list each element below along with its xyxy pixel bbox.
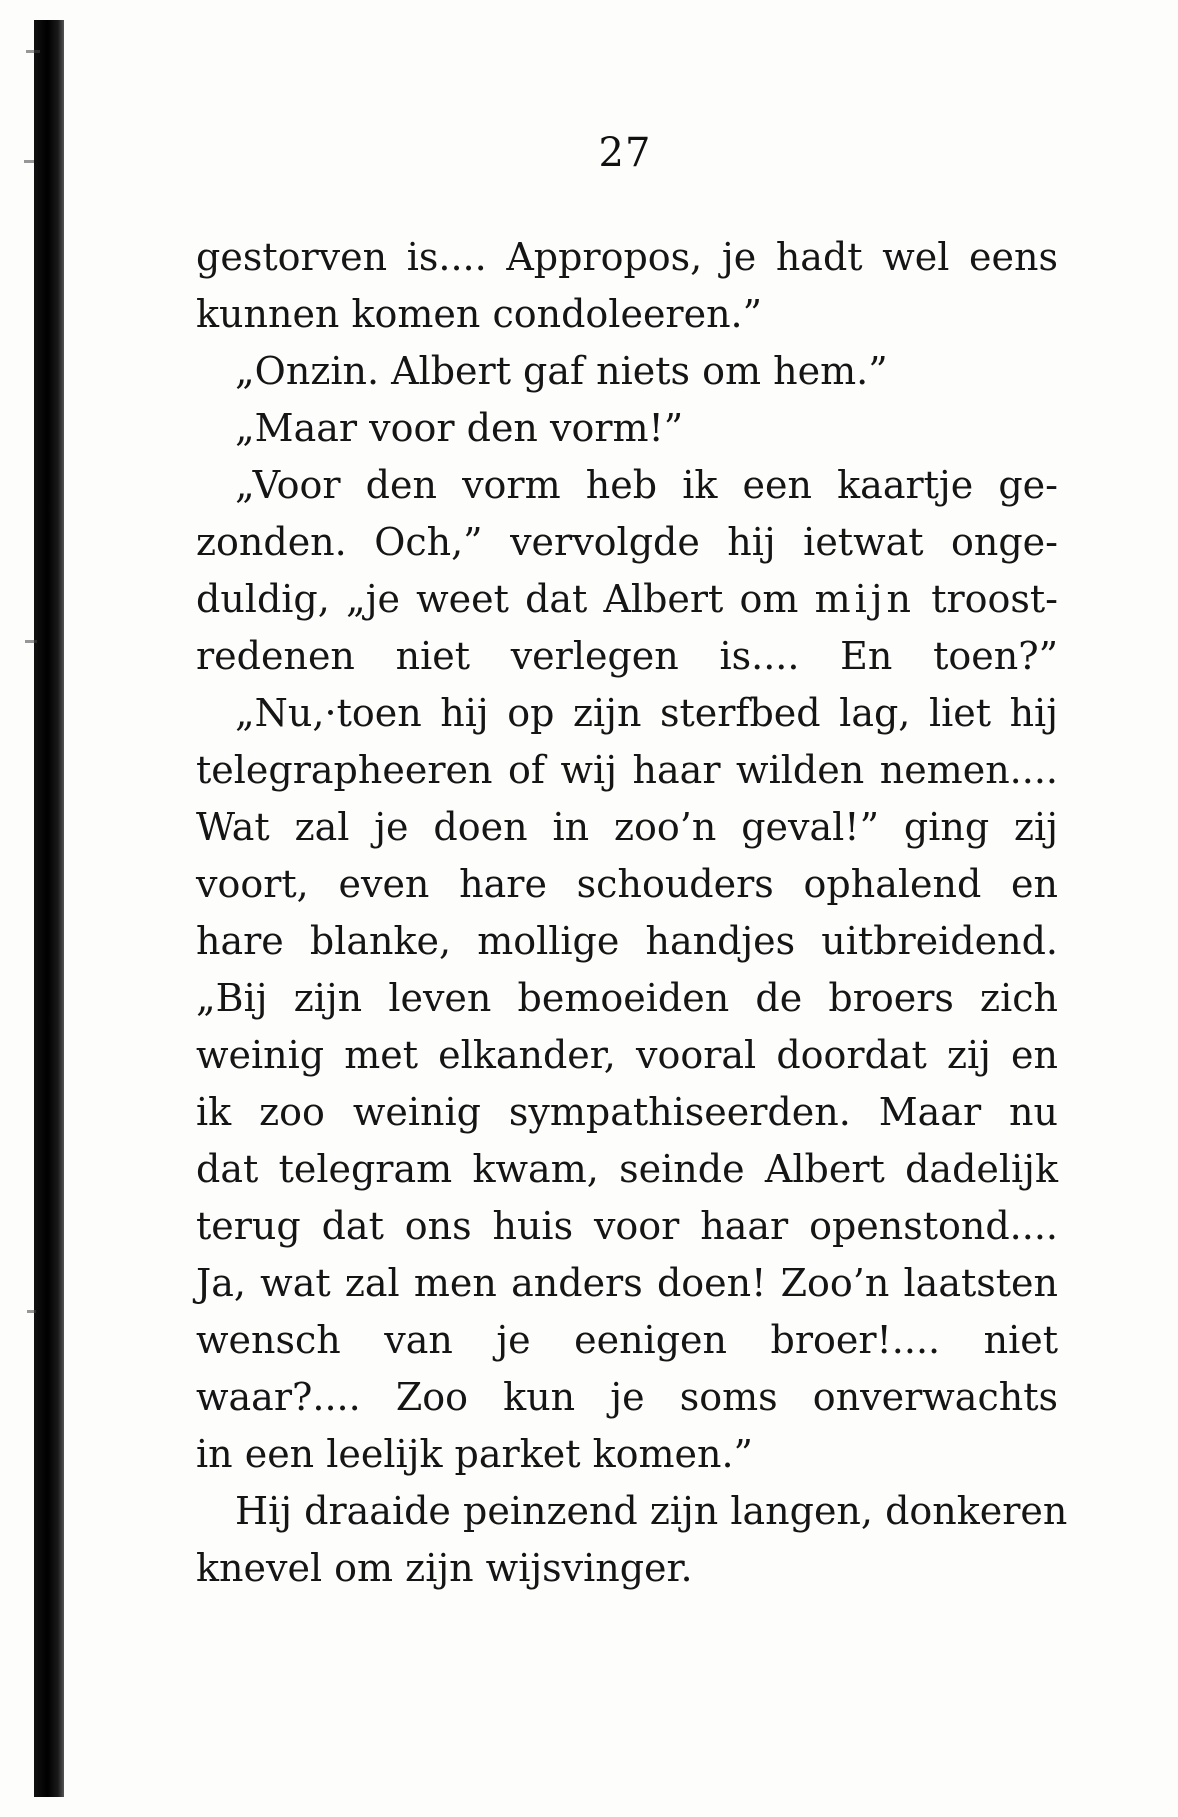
- text-line: terug dat ons huis voor haar openstond....: [196, 1204, 1058, 1248]
- text-line: wensch van je eenigen broer!.... niet: [196, 1318, 1058, 1362]
- text-segment: troost-: [915, 577, 1059, 621]
- text-line: „Bij zijn leven bemoeiden de broers zich: [196, 976, 1058, 1020]
- body-text: [196, 229, 1068, 1597]
- text-line: Wat zal je doen in zoo’n geval!” ging zij: [196, 805, 1058, 849]
- emphasized-word: mijn: [814, 577, 916, 621]
- text-line: voort, even hare schouders ophalend en: [196, 862, 1058, 906]
- text-line: dat telegram kwam, seinde Albert dadelijk: [196, 1147, 1058, 1191]
- text-line: „Nu,·toen hij op zijn sterfbed lag, liet hij: [235, 691, 1058, 735]
- text-line: waar?.... Zoo kun je soms onverwachts: [196, 1375, 1058, 1419]
- text-line: gestorven is.... Appropos, je hadt wel eens: [196, 235, 1058, 279]
- text-line: hare blanke, mollige handjes uitbreidend.: [196, 919, 1058, 963]
- text-line: ik zoo weinig sympathiseerden. Maar nu: [196, 1090, 1058, 1134]
- text-line: [196, 571, 1058, 628]
- scanned-page-edge: [34, 20, 64, 1797]
- text-line: Ja, wat zal men anders doen! Zoo’n laatsten: [196, 1261, 1058, 1305]
- text-line: telegrapheeren of wij haar wilden nemen....: [196, 748, 1058, 792]
- text-line: kunnen komen condoleeren.”: [196, 292, 763, 336]
- text-line: weinig met elkander, vooral doordat zij en: [196, 1033, 1058, 1077]
- text-line: redenen niet verlegen is.... En toen?”: [196, 634, 1058, 678]
- page-number: 27: [598, 130, 652, 176]
- text-line: „Onzin. Albert gaf niets om hem.”: [235, 349, 888, 393]
- text-line: „Maar voor den vorm!”: [235, 406, 684, 450]
- text-line: knevel om zijn wijsvinger.: [196, 1546, 693, 1590]
- text-line: Hij draaide peinzend zijn langen, donkeren: [235, 1489, 1068, 1533]
- text-segment: duldig, „je weet dat Albert om: [196, 577, 815, 621]
- text-line: „Voor den vorm heb ik een kaartje ge-: [235, 463, 1058, 507]
- text-line: zonden. Och,” vervolgde hij ietwat onge-: [196, 520, 1058, 564]
- text-line: in een leelijk parket komen.”: [196, 1432, 753, 1476]
